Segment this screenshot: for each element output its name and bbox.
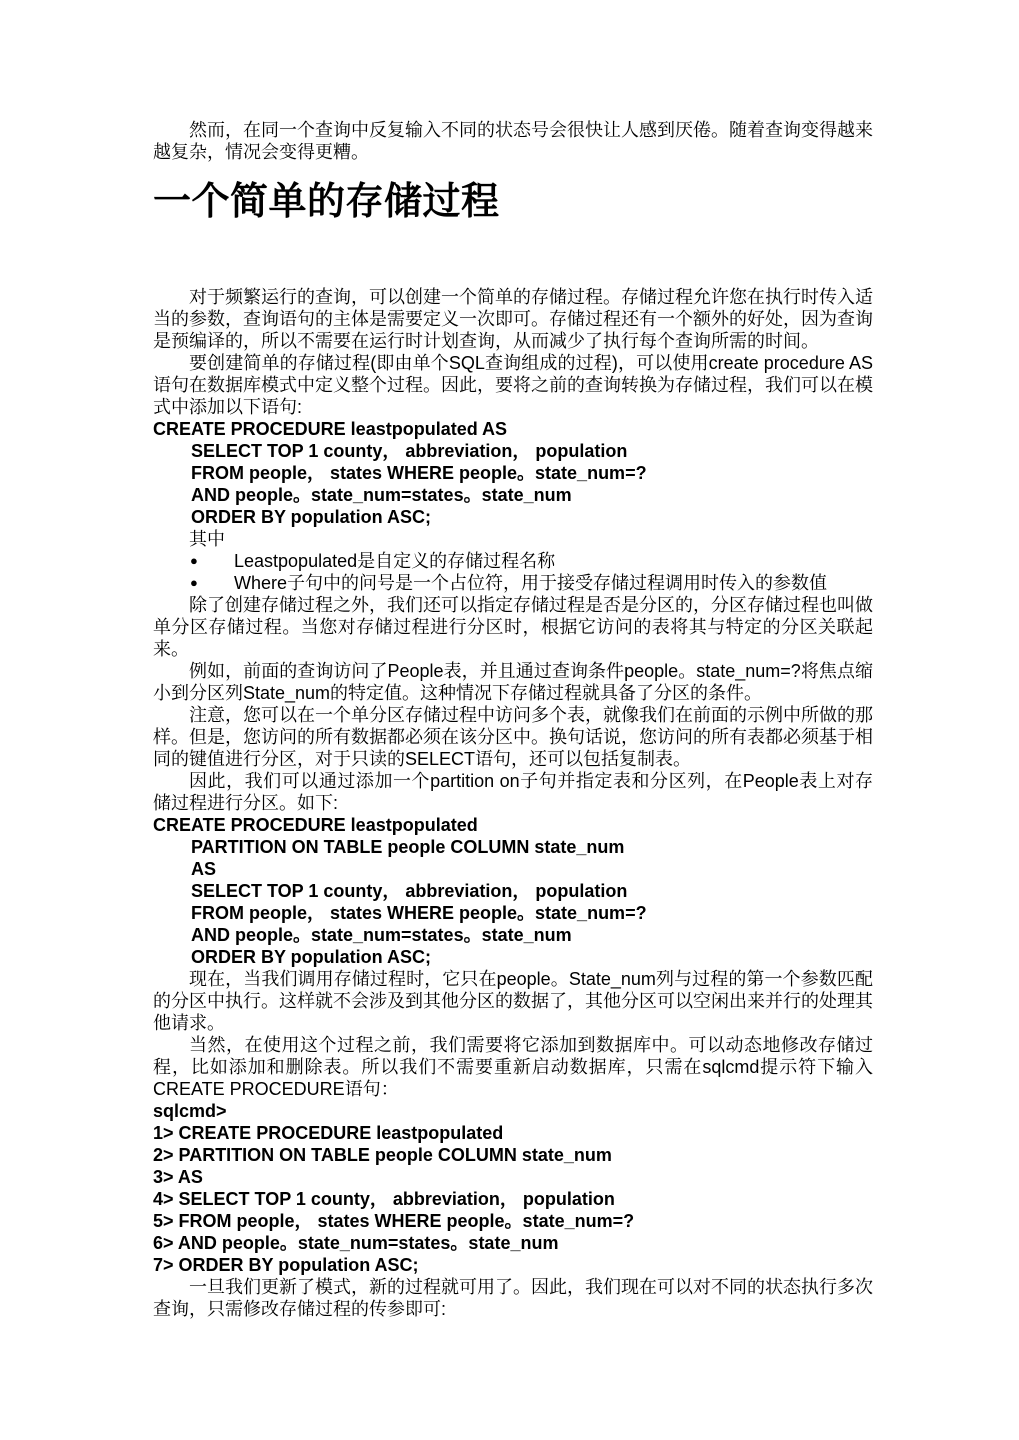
section-heading: 一个简单的存储过程: [153, 181, 500, 223]
code-line: AND people。state_num=states。state_num: [191, 925, 572, 945]
bullet-item: [153, 572, 873, 594]
code-line: SELECT TOP 1 county， abbreviation， population: [191, 881, 628, 901]
code-line: ORDER BY population ASC;: [191, 947, 431, 967]
code-line: AND people。state_num=states。state_num: [191, 485, 572, 505]
code-line: 7> ORDER BY population ASC;: [153, 1255, 419, 1275]
code-line: 5> FROM people， states WHERE people。state_num=?: [153, 1211, 635, 1231]
example-paragraph: 例如，前面的查询访问了People表，并且通过查询条件people。state_num=?将焦点缩小到分区列State_num的特定值。这种情况下存储过程就具备了分区的条件。: [153, 661, 873, 703]
code-line: 3> AS: [153, 1167, 203, 1187]
bullet-text: Leastpopulated是自定义的存储过程名称: [234, 551, 556, 571]
code-line: FROM people， states WHERE people。state_num=?: [191, 903, 647, 923]
legend-intro-text: 其中: [189, 529, 225, 549]
code-line: CREATE PROCEDURE leastpopulated: [153, 815, 478, 835]
partitioning-paragraph: 除了创建存储过程之外，我们还可以指定存储过程是否是分区的，分区存储过程也叫做单分区存储过程。当您对存储过程进行分区时，根据它访问的表将其与特定的分区关联起来。: [153, 595, 873, 659]
code-block-sqlcmd-session: [153, 1100, 873, 1276]
bullet-text: Where子句中的问号是一个占位符，用于接受存储过程调用时传入的参数值: [234, 573, 828, 593]
intro-paragraph: 然而，在同一个查询中反复输入不同的状态号会很快让人感到厌倦。随着查询变得越来越复杂，情况会变得更糟。: [153, 120, 873, 162]
code-line: AS: [191, 859, 217, 879]
bullet-icon: ●: [190, 575, 198, 590]
code-line: CREATE PROCEDURE leastpopulated AS: [153, 419, 508, 439]
create-procedure-paragraph: 要创建简单的存储过程(即由单个SQL查询组成的过程)，可以使用create procedure AS语句在数据库模式中定义整个过程。因此，要将之前的查询转换为存储过程，我们可以在模式中添加以下语句:: [153, 353, 873, 417]
document-content: [153, 119, 873, 1320]
partition-on-paragraph: 因此，我们可以通过添加一个partition on子句并指定表和分区列，在People表上对存储过程进行分区。如下:: [153, 771, 873, 813]
sqlcmd-intro-paragraph: 当然，在使用这个过程之前，我们需要将它添加到数据库中。可以动态地修改存储过程，比如添加和删除表。所以我们不需要重新启动数据库，只需在sqlcmd提示符下输入CREATE PROCEDURE语句：: [153, 1035, 873, 1099]
closing-paragraph: 一旦我们更新了模式，新的过程就可用了。因此，我们现在可以对不同的状态执行多次查询，只需修改存储过程的传参即可:: [153, 1277, 873, 1319]
code-line: 6> AND people。state_num=states。state_num: [153, 1233, 559, 1253]
code-line: 1> CREATE PROCEDURE leastpopulated: [153, 1123, 504, 1143]
code-line: SELECT TOP 1 county， abbreviation， population: [191, 441, 628, 461]
execution-paragraph: 现在，当我们调用存储过程时，它只在people。State_num列与过程的第一个参数匹配的分区中执行。这样就不会涉及到其他分区的数据了，其他分区可以空闲出来并行的处理其他请求。: [153, 969, 873, 1033]
bullet-icon: ●: [190, 553, 198, 568]
overview-paragraph: 对于频繁运行的查询，可以创建一个简单的存储过程。存储过程允许您在执行时传入适当的参数，查询语句的主体是需要定义一次即可。存储过程还有一个额外的好处，因为查询是预编译的，所以不需要在运行时计划查询，从而减少了执行每个查询所需的时间。: [153, 287, 873, 351]
code-line: 2> PARTITION ON TABLE people COLUMN state_num: [153, 1145, 612, 1165]
code-line: 4> SELECT TOP 1 county， abbreviation， population: [153, 1189, 615, 1209]
code-line: FROM people， states WHERE people。state_num=?: [191, 463, 647, 483]
code-line: ORDER BY population ASC;: [191, 507, 431, 527]
code-block-create-procedure: [153, 418, 873, 528]
code-line: PARTITION ON TABLE people COLUMN state_num: [191, 837, 625, 857]
code-line: sqlcmd>: [153, 1101, 227, 1121]
bullet-item: [153, 550, 873, 572]
code-block-partitioned-procedure: [153, 814, 873, 968]
note-paragraph: 注意，您可以在一个单分区存储过程中访问多个表，就像我们在前面的示例中所做的那样。但是，您访问的所有数据都必须在该分区中。换句话说，您访问的所有表都必须基于相同的键值进行分区，对于只读的SELECT语句，还可以包括复制表。: [153, 705, 873, 769]
